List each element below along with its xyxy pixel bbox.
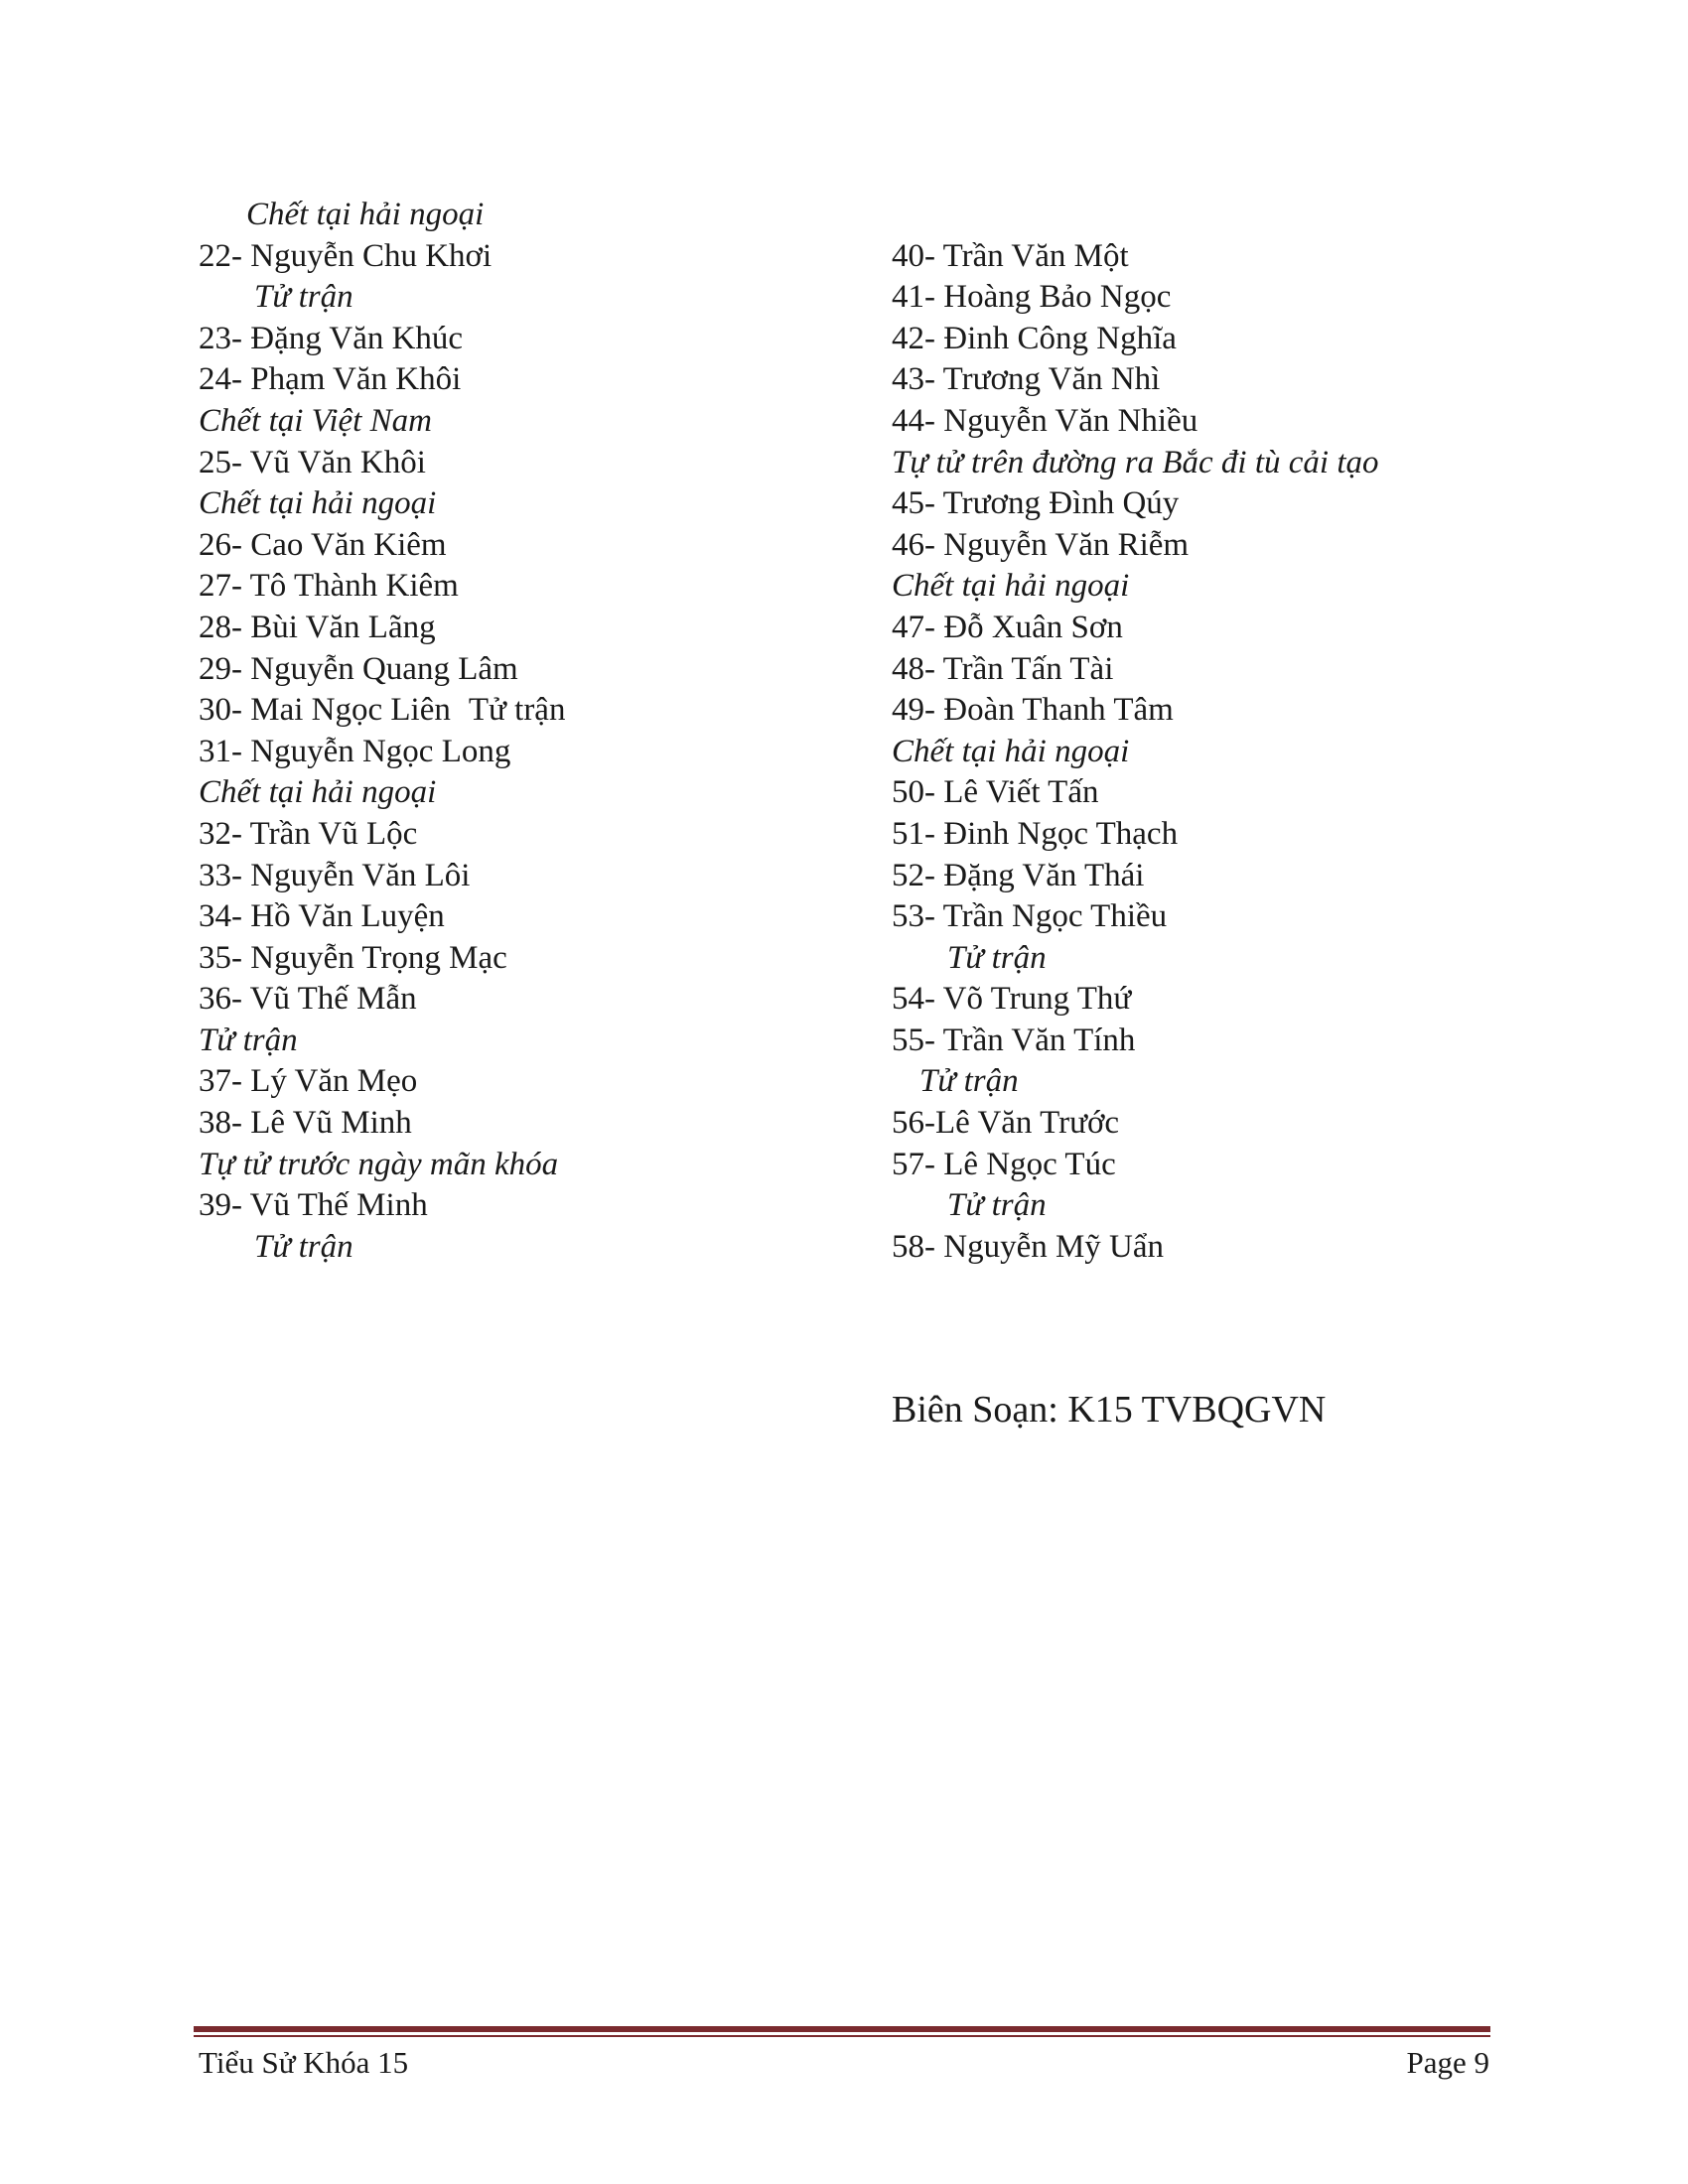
list-item — [199, 608, 874, 649]
member-name: 56-Lê Văn Trước — [892, 1105, 1120, 1142]
page-number: Page 9 — [1406, 2045, 1489, 2080]
member-name: 24- Phạm Văn Khôi — [199, 361, 462, 398]
fate-note-text: Chết tại hải ngoại — [246, 197, 485, 232]
list-item — [199, 649, 874, 691]
member-name: 30- Mai Ngọc Liên — [199, 692, 451, 729]
member-name: 33- Nguyễn Văn Lôi — [199, 857, 471, 893]
list-item — [892, 525, 1567, 567]
list-item — [199, 443, 874, 484]
list-item — [199, 525, 874, 567]
list-item — [892, 359, 1567, 401]
list-item — [199, 236, 874, 278]
member-name: 51- Đinh Ngọc Thạch — [892, 815, 1179, 852]
list-item — [892, 608, 1567, 649]
list-item — [892, 690, 1567, 732]
fate-note — [199, 1021, 874, 1062]
fate-note — [199, 1145, 874, 1186]
fate-note — [892, 1185, 1567, 1227]
list-item — [199, 1185, 874, 1227]
member-name: 40- Trần Văn Một — [892, 237, 1129, 274]
list-item — [199, 979, 874, 1021]
member-name: 44- Nguyễn Văn Nhiều — [892, 402, 1198, 439]
list-item — [892, 1145, 1567, 1186]
member-name: 52- Đặng Văn Thái — [892, 857, 1145, 893]
list-item — [199, 896, 874, 938]
member-name: 26- Cao Văn Kiêm — [199, 526, 447, 563]
list-item — [199, 814, 874, 856]
fate-note-text: Chết tại hải ngoại — [199, 774, 437, 811]
fate-note — [892, 1061, 1567, 1103]
member-name: 49- Đoàn Thanh Tâm — [892, 692, 1174, 729]
right-column — [892, 195, 1567, 1268]
member-name: 57- Lê Ngọc Túc — [892, 1146, 1116, 1182]
fate-note-text: Chết tại hải ngoại — [892, 568, 1130, 605]
list-item — [892, 277, 1567, 319]
list-item — [892, 772, 1567, 814]
member-name: 54- Võ Trung Thứ — [892, 981, 1132, 1018]
fate-note — [892, 443, 1567, 484]
list-item — [892, 319, 1567, 360]
member-name: 45- Trương Đình Qúy — [892, 485, 1180, 522]
member-name: 58- Nguyễn Mỹ Uẩn — [892, 1228, 1165, 1265]
fate-note — [892, 938, 1567, 980]
member-name: 29- Nguyễn Quang Lâm — [199, 650, 518, 687]
member-name: 23- Đặng Văn Khúc — [199, 320, 464, 356]
list-item — [892, 649, 1567, 691]
fate-note — [199, 772, 874, 814]
blank-line — [892, 195, 1567, 236]
member-name: 55- Trần Văn Tính — [892, 1022, 1136, 1058]
member-name: 43- Trương Văn Nhì — [892, 361, 1161, 398]
list-item — [892, 896, 1567, 938]
fate-note-text: Tử trận — [254, 279, 353, 316]
member-name: 37- Lý Văn Mẹo — [199, 1063, 418, 1100]
member-name: 53- Trần Ngọc Thiều — [892, 898, 1168, 935]
fate-note-text: Tử trận — [254, 1228, 353, 1265]
fate-note-text: Tự tử trước ngày mãn khóa — [199, 1146, 559, 1182]
inline-fate-note: Tử trận — [468, 692, 566, 729]
fate-note-text: Tử trận — [199, 1022, 298, 1058]
member-name: 34- Hồ Văn Luyện — [199, 898, 445, 935]
list-item — [892, 856, 1567, 897]
fate-note-text: Tử trận — [947, 1187, 1047, 1224]
member-name: 47- Đỗ Xuân Sơn — [892, 609, 1123, 645]
fate-note — [199, 1227, 874, 1269]
member-name: 28- Bùi Văn Lãng — [199, 609, 436, 645]
list-item — [892, 1227, 1567, 1269]
fate-note-text: Tử trận — [919, 1063, 1019, 1100]
member-name: 50- Lê Viết Tấn — [892, 774, 1099, 811]
footer-rule — [194, 2026, 1490, 2032]
member-name: 27- Tô Thành Kiêm — [199, 568, 459, 605]
member-name: 25- Vũ Văn Khôi — [199, 444, 426, 480]
member-name: 46- Nguyễn Văn Riễm — [892, 526, 1190, 563]
fate-note-text: Chết tại Việt Nam — [199, 402, 432, 439]
member-name: 36- Vũ Thế Mẫn — [199, 981, 417, 1018]
member-name: 38- Lê Vũ Minh — [199, 1105, 412, 1142]
fate-note — [892, 732, 1567, 773]
member-name: 42- Đinh Công Nghĩa — [892, 320, 1177, 356]
list-item — [199, 319, 874, 360]
compiler-credit: Biên Soạn: K15 TVBQGVN — [892, 1389, 1327, 1431]
fate-note — [199, 277, 874, 319]
list-item — [199, 690, 874, 732]
list-item — [892, 483, 1567, 525]
list-item — [892, 979, 1567, 1021]
fate-note — [199, 483, 874, 525]
member-name: 22- Nguyễn Chu Khơi — [199, 237, 492, 274]
member-name: 35- Nguyễn Trọng Mạc — [199, 939, 507, 976]
fate-note — [892, 566, 1567, 608]
list-item — [892, 401, 1567, 443]
list-item — [199, 1061, 874, 1103]
fate-note-text: Tử trận — [947, 939, 1047, 976]
list-item — [199, 1103, 874, 1145]
list-item — [199, 856, 874, 897]
member-name: 32- Trần Vũ Lộc — [199, 815, 418, 852]
footer-title: Tiểu Sử Khóa 15 — [199, 2045, 409, 2080]
list-item — [199, 359, 874, 401]
member-name: 41- Hoàng Bảo Ngọc — [892, 279, 1172, 316]
list-item — [892, 1103, 1567, 1145]
fate-note — [199, 195, 874, 236]
left-column — [199, 195, 874, 1268]
list-item — [892, 1021, 1567, 1062]
member-name: 31- Nguyễn Ngọc Long — [199, 733, 511, 769]
list-item — [199, 732, 874, 773]
list-item — [892, 814, 1567, 856]
member-name: 39- Vũ Thế Minh — [199, 1187, 428, 1224]
fate-note-text: Chết tại hải ngoại — [892, 733, 1130, 769]
list-item — [199, 566, 874, 608]
fate-note — [199, 401, 874, 443]
member-name: 48- Trần Tấn Tài — [892, 650, 1114, 687]
list-item — [892, 236, 1567, 278]
fate-note-text: Chết tại hải ngoại — [199, 485, 437, 522]
footer-rule-thin — [194, 2035, 1490, 2037]
fate-note-text: Tự tử trên đường ra Bắc đi tù cải tạo — [892, 444, 1379, 480]
list-item — [199, 938, 874, 980]
